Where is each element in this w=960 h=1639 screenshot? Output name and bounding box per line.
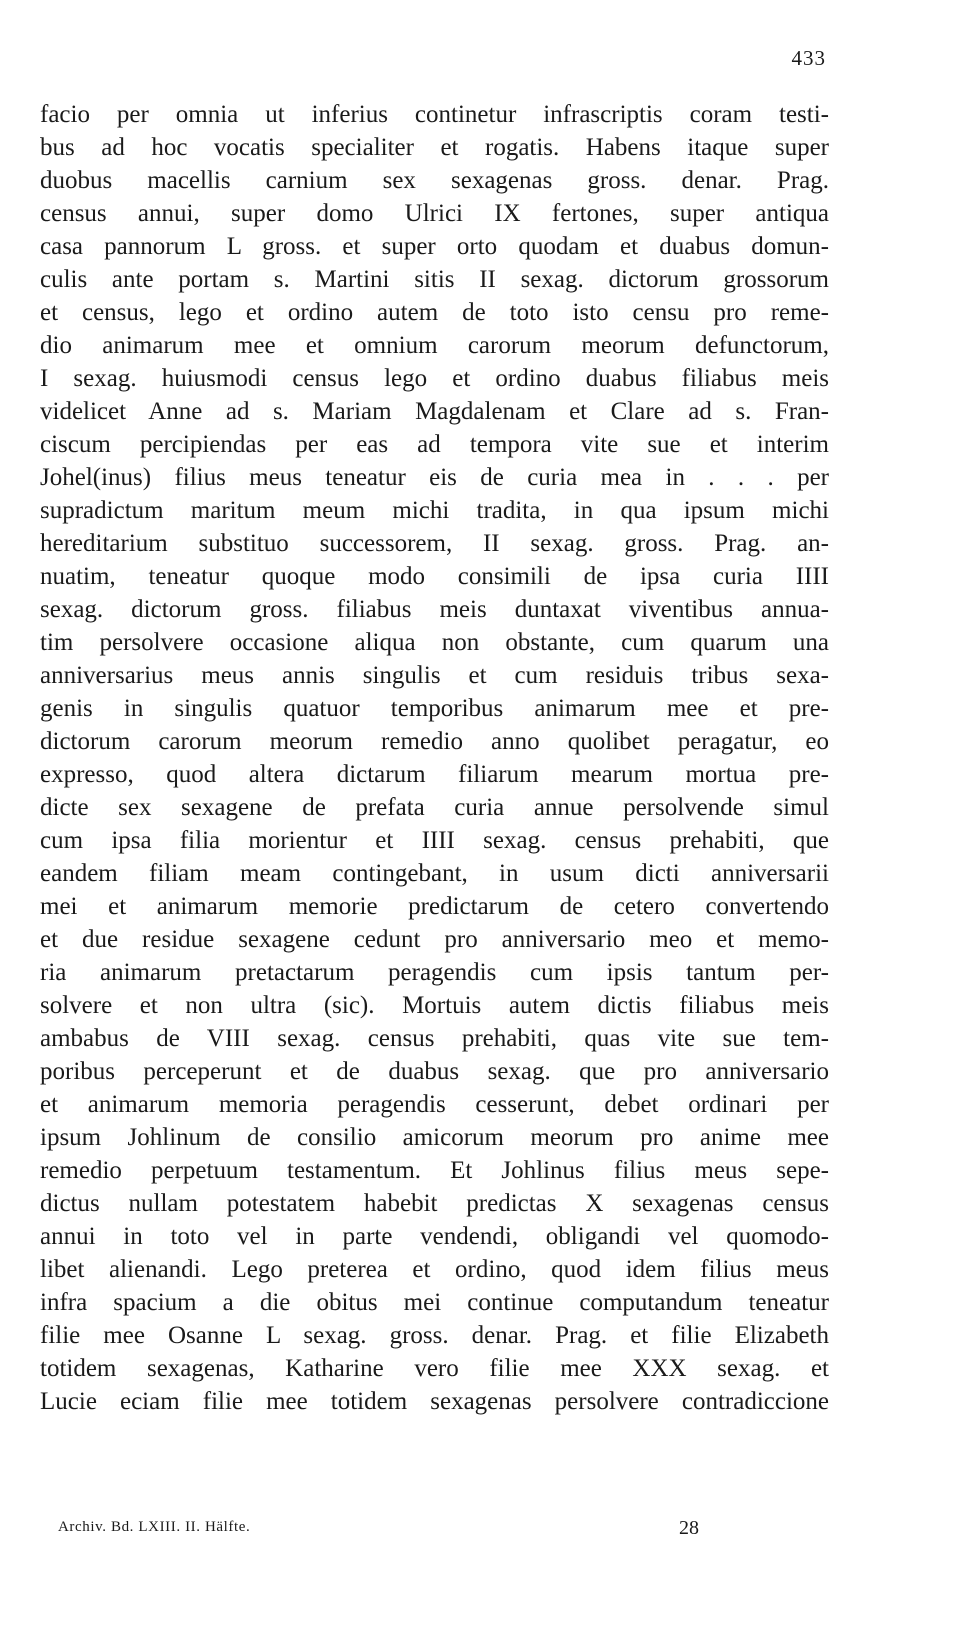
text-line: videlicet Anne ad s. Mariam Magdalenam et Clare ad s. Fran-	[40, 398, 829, 425]
text-line: facio per omnia ut inferius continetur infrascriptis coram testi-	[40, 101, 829, 128]
text-line: ciscum percipiendas per eas ad tempora vite sue et interim	[40, 431, 829, 458]
text-line: annui in toto vel in parte vendendi, obligandi vel quomodo-	[40, 1223, 829, 1250]
text-line: casa pannorum L gross. et super orto quodam et duabus domun-	[40, 233, 829, 260]
text-line: anniversarius meus annis singulis et cum residuis tribus sexa-	[40, 662, 829, 689]
text-line: mei et animarum memorie predictarum de cetero convertendo	[40, 893, 829, 920]
text-line: duobus macellis carnium sex sexagenas gross. denar. Prag.	[40, 167, 829, 194]
text-line: remedio perpetuum testamentum. Et Johlinus filius meus sepe-	[40, 1157, 829, 1184]
text-line: solvere et non ultra (sic). Mortuis autem dictis filiabus meis	[40, 992, 829, 1019]
body-text	[40, 98, 829, 1418]
text-line: census annui, super domo Ulrici IX fertones, super antiqua	[40, 200, 829, 227]
text-line: dictorum carorum meorum remedio anno quolibet peragatur, eo	[40, 728, 829, 755]
text-line: supradictum maritum meum michi tradita, in qua ipsum michi	[40, 497, 829, 524]
text-line: poribus perceperunt et de duabus sexag. que pro anniversario	[40, 1058, 829, 1085]
text-line: infra spacium a die obitus mei continue computandum teneatur	[40, 1289, 829, 1316]
text-line: genis in singulis quatuor temporibus animarum mee et pre-	[40, 695, 829, 722]
text-line: nuatim, teneatur quoque modo consimili de ipsa curia IIII	[40, 563, 829, 590]
text-line: Johel(inus) filius meus teneatur eis de curia mea in . . . per	[40, 464, 829, 491]
text-line: dio animarum mee et omnium carorum meorum defunctorum,	[40, 332, 829, 359]
text-line: et due residue sexagene cedunt pro anniversario meo et memo-	[40, 926, 829, 953]
text-line: et census, lego et ordino autem de toto isto censu pro reme-	[40, 299, 829, 326]
text-line: ipsum Johlinum de consilio amicorum meorum pro anime mee	[40, 1124, 829, 1151]
text-line: cum ipsa filia morientur et IIII sexag. census prehabiti, que	[40, 827, 829, 854]
text-line: bus ad hoc vocatis specialiter et rogatis. Habens itaque super	[40, 134, 829, 161]
text-line: ambabus de VIII sexag. census prehabiti, quas vite sue tem-	[40, 1025, 829, 1052]
text-line: eandem filiam meam contingebant, in usum dicti anniversarii	[40, 860, 829, 887]
text-line: I sexag. huiusmodi census lego et ordino duabus filiabus meis	[40, 365, 829, 392]
text-line: libet alienandi. Lego preterea et ordino, quod idem filius meus	[40, 1256, 829, 1283]
footer-signature: Archiv. Bd. LXIII. II. Hälfte.	[58, 1519, 251, 1535]
text-line: hereditarium substituo successorem, II sexag. gross. Prag. an-	[40, 530, 829, 557]
footer-sheet-number: 28	[679, 1517, 699, 1539]
text-line: dictus nullam potestatem habebit predictas X sexagenas census	[40, 1190, 829, 1217]
text-line: ria animarum pretactarum peragendis cum ipsis tantum per-	[40, 959, 829, 986]
text-line: tim persolvere occasione aliqua non obstante, cum quarum una	[40, 629, 829, 656]
text-line: Lucie eciam filie mee totidem sexagenas persolvere contradiccione	[40, 1388, 829, 1415]
text-line: filie mee Osanne L sexag. gross. denar. Prag. et filie Elizabeth	[40, 1322, 829, 1349]
text-line: totidem sexagenas, Katharine vero filie mee XXX sexag. et	[40, 1355, 829, 1382]
text-line: et animarum memoria peragendis cesserunt, debet ordinari per	[40, 1091, 829, 1118]
text-line: dicte sex sexagene de prefata curia annue persolvende simul	[40, 794, 829, 821]
text-line: sexag. dictorum gross. filiabus meis duntaxat viventibus annua-	[40, 596, 829, 623]
page-number: 433	[791, 46, 826, 70]
text-line: culis ante portam s. Martini sitis II sexag. dictorum grossorum	[40, 266, 829, 293]
text-line: expresso, quod altera dictarum filiarum mearum mortua pre-	[40, 761, 829, 788]
